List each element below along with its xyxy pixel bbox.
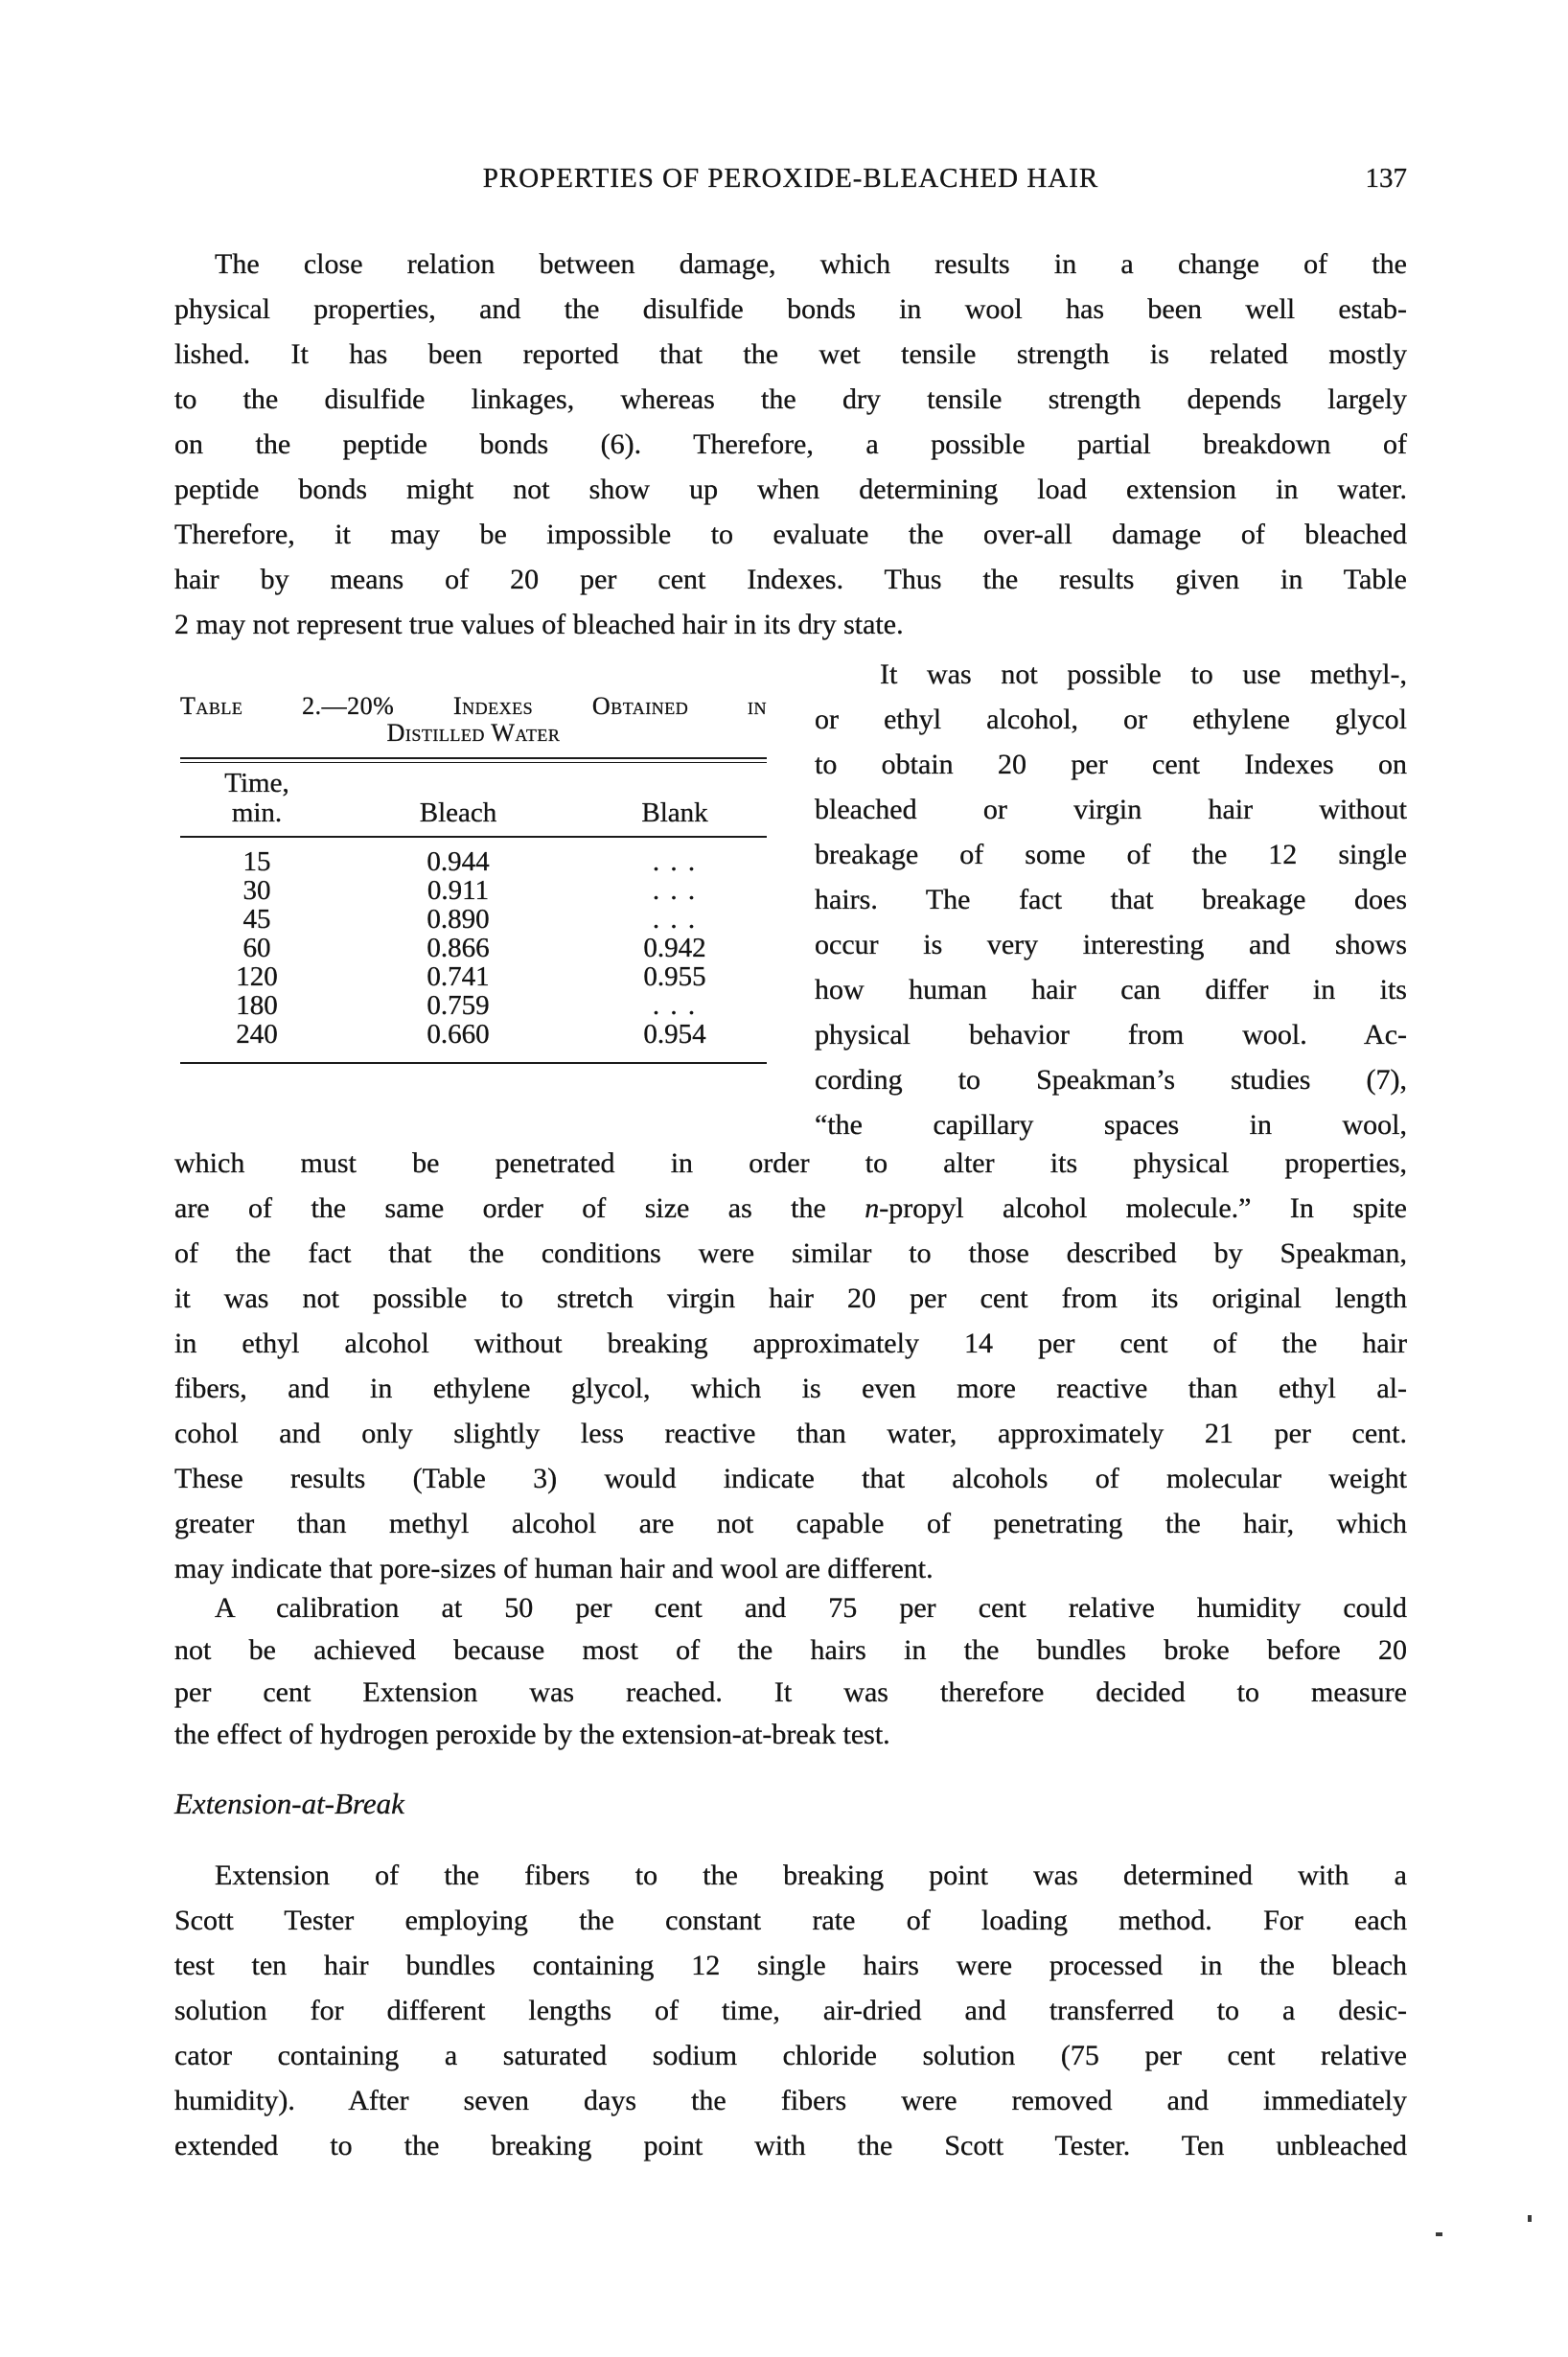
text-line: humidity). After seven days the fibers were removed and immediately xyxy=(174,2085,1407,2116)
table-caption-line: Distilled Water xyxy=(386,719,561,747)
text-line: lished. It has been reported that the wet tensile strength is related mostly xyxy=(174,338,1407,370)
running-head xyxy=(174,163,1407,196)
cell-bleach: 0.890 xyxy=(427,904,490,935)
table-row xyxy=(180,847,767,876)
text-line: The close relation between damage, which results in a change of the xyxy=(215,248,1407,280)
text-line: cator containing a saturated sodium chloride solution (75 per cent relative xyxy=(174,2040,1407,2071)
table-row xyxy=(180,1020,767,1049)
table-header-row xyxy=(180,763,767,836)
cell-time: 15 xyxy=(242,846,271,877)
text-line: it was not possible to stretch virgin hair 20 per cent from its original length xyxy=(174,1282,1407,1314)
text-line: cording to Speakman’s studies (7), xyxy=(815,1064,1407,1096)
text-line: physical properties, and the disulfide bonds in wool has been well estab- xyxy=(174,293,1407,325)
cell-blank: . . . xyxy=(652,904,698,935)
text-line: fibers, and in ethylene glycol, which is even more reactive than ethyl al- xyxy=(174,1373,1407,1404)
text-line: how human hair can differ in its xyxy=(815,974,1407,1005)
table-row xyxy=(180,934,767,962)
table-2 xyxy=(180,757,767,1064)
column-header-blank: Blank xyxy=(641,797,708,828)
cell-bleach: 0.660 xyxy=(427,1019,490,1050)
column-header-bleach: Bleach xyxy=(419,797,497,828)
table-row xyxy=(180,991,767,1020)
table-body xyxy=(180,838,767,1062)
cell-bleach: 0.866 xyxy=(427,933,490,963)
column-header-time-line: Time, xyxy=(224,768,289,798)
section-heading: Extension-at-Break xyxy=(174,1787,404,1820)
cell-blank: . . . xyxy=(652,990,698,1021)
cell-blank: . . . xyxy=(652,875,698,906)
column-header-time-line: min. xyxy=(231,797,283,828)
paragraph-2 xyxy=(174,1141,1407,1591)
text-line: Therefore, it may be impossible to evaluate the over-all damage of bleached xyxy=(174,519,1407,550)
page-number: 137 xyxy=(1365,163,1407,194)
text-line: A calibration at 50 per cent and 75 per cent relative humidity could xyxy=(215,1592,1407,1624)
column-header-time xyxy=(180,769,334,828)
cell-blank: 0.954 xyxy=(643,1019,706,1050)
text-line: bleached or virgin hair without xyxy=(815,794,1407,825)
text-line: the effect of hydrogen peroxide by the extension-at-break test. xyxy=(174,1719,890,1750)
cell-bleach: 0.944 xyxy=(427,846,490,877)
two-column-section xyxy=(174,652,1407,1141)
table-bottom-rule xyxy=(180,1062,767,1064)
text-line: physical behavior from wool. Ac- xyxy=(815,1019,1407,1051)
text-line: It was not possible to use methyl-, xyxy=(880,659,1407,690)
scan-speck xyxy=(1528,2215,1532,2222)
table-row xyxy=(180,905,767,934)
cell-time: 120 xyxy=(236,961,278,992)
cell-bleach: 0.911 xyxy=(427,875,490,906)
text-line: to obtain 20 per cent Indexes on xyxy=(815,749,1407,780)
text-line: in ethyl alcohol without breaking approximately 14 per cent of the hair xyxy=(174,1328,1407,1359)
text-line: peptide bonds might not show up when determining load extension in water. xyxy=(174,474,1407,505)
page-title: PROPERTIES OF PEROXIDE-BLEACHED HAIR xyxy=(482,163,1099,194)
text-line: Extension of the fibers to the breaking point was determined with a xyxy=(215,1860,1407,1891)
cell-blank: . . . xyxy=(652,846,698,877)
text-line: to the disulfide linkages, whereas the dry tensile strength depends largely xyxy=(174,383,1407,415)
text-column xyxy=(815,652,1407,1141)
cell-bleach: 0.741 xyxy=(427,961,490,992)
table-caption-line: Table 2.—20% Indexes Obtained in xyxy=(180,692,767,720)
text-line: of the fact that the conditions were similar to those described by Speakman, xyxy=(174,1237,1407,1269)
text-line: solution for different lengths of time, air-dried and transferred to a desic- xyxy=(174,1995,1407,2026)
paragraph-4 xyxy=(174,1853,1407,2168)
cell-blank: 0.942 xyxy=(643,933,706,963)
cell-bleach: 0.759 xyxy=(427,990,490,1021)
cell-time: 240 xyxy=(236,1019,278,1050)
text-line: not be achieved because most of the hairs in the bundles broke before 20 xyxy=(174,1634,1407,1666)
text-line: test ten hair bundles containing 12 single hairs were processed in the bleach xyxy=(174,1950,1407,1981)
cell-time: 30 xyxy=(242,875,271,906)
text-line: per cent Extension was reached. It was therefore decided to measure xyxy=(174,1676,1407,1708)
text-line: 2 may not represent true values of bleached hair in its dry state. xyxy=(174,609,904,640)
text-line: occur is very interesting and shows xyxy=(815,929,1407,960)
text-line: are of the same order of size as the n-propyl alcohol molecule.” In spite xyxy=(174,1192,1407,1224)
text-line: cohol and only slightly less reactive than water, approximately 21 per cent. xyxy=(174,1418,1407,1449)
cell-time: 60 xyxy=(242,933,271,963)
text-line: greater than methyl alcohol are not capable of penetrating the hair, which xyxy=(174,1508,1407,1539)
text-line: breakage of some of the 12 single xyxy=(815,839,1407,870)
table-row xyxy=(180,876,767,905)
text-line: “the capillary spaces in wool, xyxy=(815,1109,1407,1141)
text-line: on the peptide bonds (6). Therefore, a possible partial breakdown of xyxy=(174,428,1407,460)
paragraph-1 xyxy=(174,242,1407,647)
text-line: Scott Tester employing the constant rate of loading method. For each xyxy=(174,1905,1407,1936)
table-caption xyxy=(180,693,767,747)
table-column xyxy=(174,652,796,1141)
text-line: extended to the breaking point with the Scott Tester. Ten unbleached xyxy=(174,2130,1407,2161)
scan-speck xyxy=(1436,2232,1442,2236)
text-line: which must be penetrated in order to alter its physical properties, xyxy=(174,1147,1407,1179)
text-line: may indicate that pore-sizes of human hair and wool are different. xyxy=(174,1553,934,1584)
text-line: These results (Table 3) would indicate that alcohols of molecular weight xyxy=(174,1463,1407,1494)
text-line: or ethyl alcohol, or ethylene glycol xyxy=(815,704,1407,735)
text-line: hair by means of 20 per cent Indexes. Thus the results given in Table xyxy=(174,564,1407,595)
table-row xyxy=(180,962,767,991)
text-line: hairs. The fact that breakage does xyxy=(815,884,1407,915)
cell-blank: 0.955 xyxy=(643,961,706,992)
cell-time: 45 xyxy=(242,904,271,935)
paragraph-3 xyxy=(174,1587,1407,1756)
cell-time: 180 xyxy=(236,990,278,1021)
